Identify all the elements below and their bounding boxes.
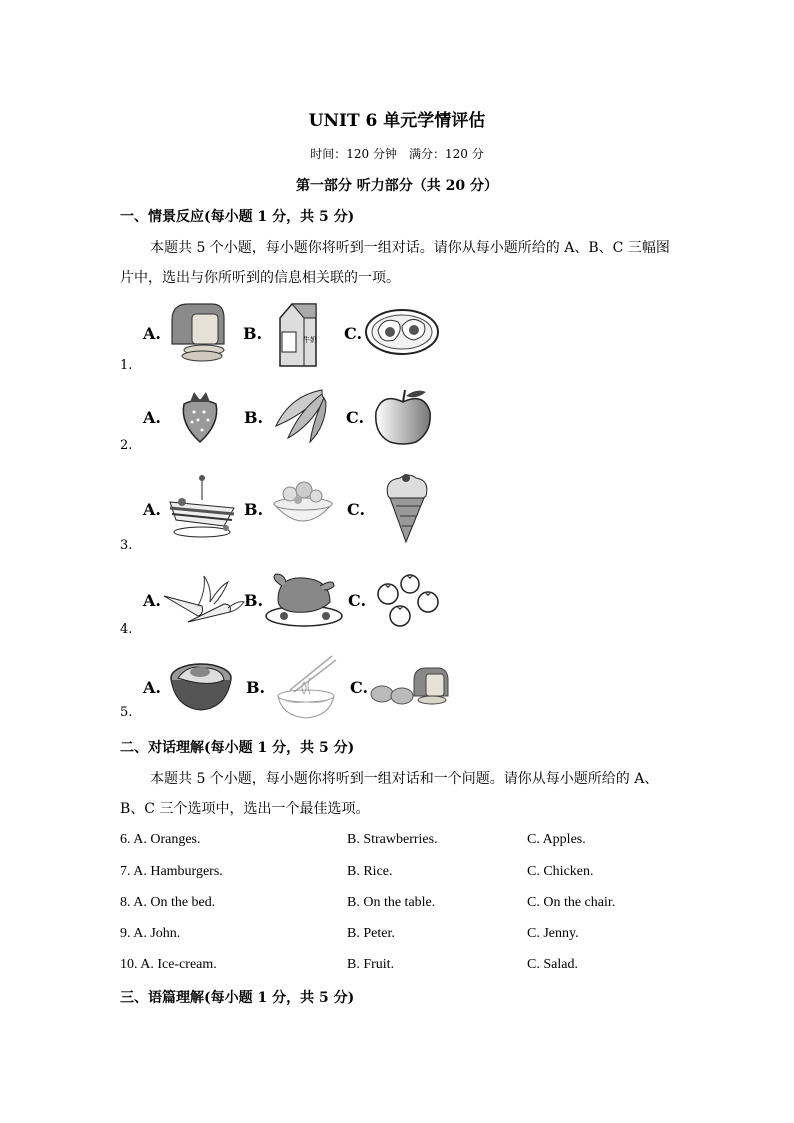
carrots-icon: [158, 572, 246, 628]
q8-option-b: B. On the table.: [347, 895, 436, 910]
strawberry-icon: [176, 388, 224, 444]
q2-option-a: A.: [143, 408, 161, 427]
q10-option-a: 10. A. Ice-cream.: [120, 957, 217, 972]
q7-option-a: 7. A. Hamburgers.: [120, 864, 223, 879]
q4-option-c: C.: [348, 591, 367, 610]
q1-number: 1.: [120, 358, 133, 373]
eggs-and-bread-icon: [368, 664, 450, 708]
milk-carton-icon: [272, 300, 324, 370]
section1-instruction: 本题共 5 个小题，每小题你将听到一组对话。请你从每小题所给的 A、B、C 三幅图片中，选出与你所听到的信息相关联的一项。: [120, 240, 670, 286]
q6-option-b: B. Strawberries.: [347, 832, 438, 847]
fried-eggs-icon: [364, 308, 440, 356]
apple-icon: [372, 388, 434, 446]
q9-option-b: B. Peter.: [347, 926, 395, 941]
q3-option-c: C.: [347, 500, 366, 519]
sandwich-icon: [166, 472, 238, 542]
noodles-icon: [274, 652, 338, 722]
tomatoes-icon: [374, 572, 442, 628]
q1-option-c: C.: [344, 324, 363, 343]
q2-number: 2.: [120, 438, 133, 453]
q10-option-b: B. Fruit.: [347, 957, 395, 972]
q5-number: 5.: [120, 705, 133, 720]
q5-option-c: C.: [350, 678, 369, 697]
milk-label: 牛奶: [303, 336, 317, 344]
q1-option-a: A.: [143, 324, 161, 343]
q1-option-b: B.: [243, 324, 263, 343]
q4-option-b: B.: [244, 591, 264, 610]
section2-heading: 二、对话理解(每小题 1 分，共 5 分): [120, 740, 355, 756]
ice-cream-icon: [380, 472, 432, 544]
q3-option-b: B.: [244, 500, 264, 519]
q3-option-a: A.: [143, 500, 161, 519]
rice-bowl-icon: [168, 658, 234, 714]
exam-meta: 时间：120 分钟 满分：120 分: [310, 147, 484, 161]
q6-option-c: C. Apples.: [527, 832, 586, 847]
q8-option-a: 8. A. On the bed.: [120, 895, 216, 910]
q2-option-b: B.: [244, 408, 264, 427]
q3-number: 3.: [120, 538, 133, 553]
q2-option-c: C.: [346, 408, 365, 427]
section1-heading: 一、情景反应(每小题 1 分，共 5 分): [120, 209, 355, 225]
bread-icon: [166, 300, 230, 362]
section2-instruction: 本题共 5 个小题，每小题你将听到一组对话和一个问题。请你从每小题所给的 A、B、C 三个选项中，选出一个最佳选项。: [120, 771, 659, 817]
q7-option-b: B. Rice.: [347, 864, 393, 879]
q6-option-a: 6. A. Oranges.: [120, 832, 201, 847]
q7-option-c: C. Chicken.: [527, 864, 594, 879]
part-heading: 第一部分 听力部分（共 20 分）: [295, 178, 499, 194]
section3-heading: 三、语篇理解(每小题 1 分，共 5 分): [120, 990, 355, 1006]
page-title: UNIT 6 单元学情评估: [308, 111, 486, 131]
q4-option-a: A.: [143, 591, 161, 610]
bananas-icon: [270, 386, 332, 446]
q5-option-a: A.: [143, 678, 161, 697]
salad-icon: [266, 478, 340, 534]
q8-option-c: C. On the chair.: [527, 895, 616, 910]
q9-option-c: C. Jenny.: [527, 926, 579, 941]
q4-number: 4.: [120, 622, 133, 637]
q9-option-a: 9. A. John.: [120, 926, 181, 941]
q5-option-b: B.: [246, 678, 266, 697]
q10-option-c: C. Salad.: [527, 957, 578, 972]
roast-chicken-icon: [264, 570, 344, 628]
